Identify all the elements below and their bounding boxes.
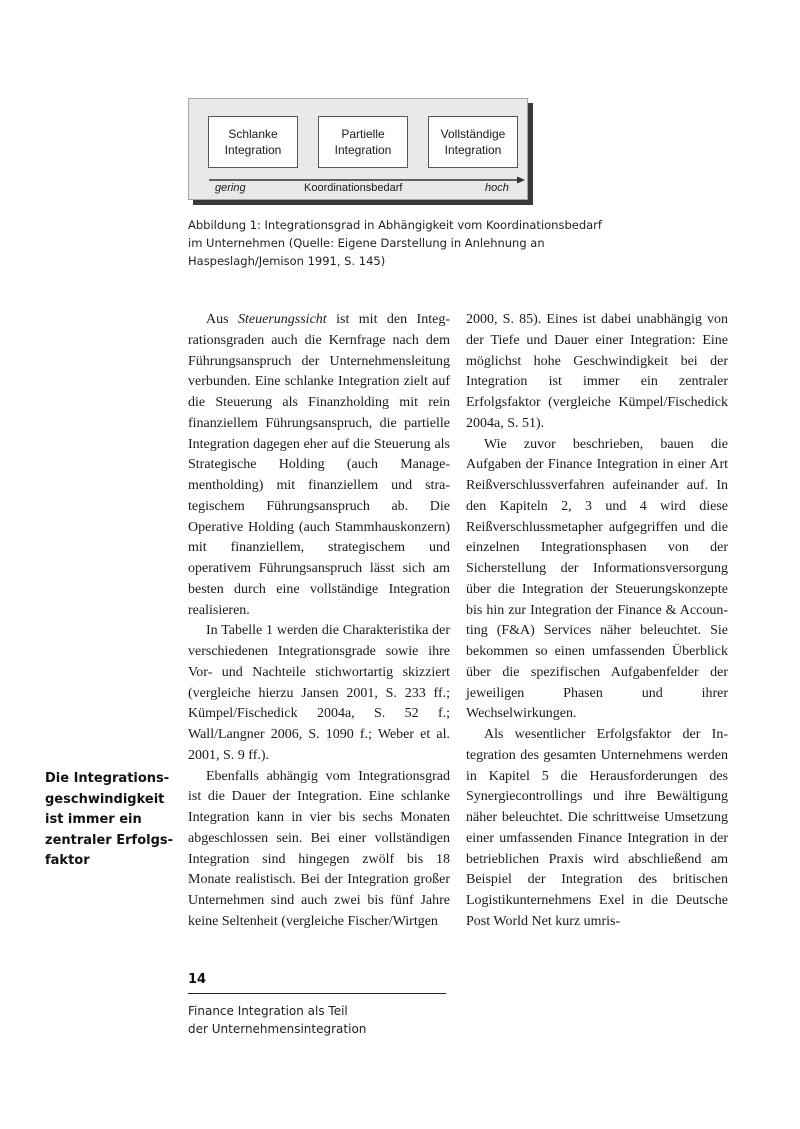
- margin-note-line: ist immer ein: [45, 812, 142, 827]
- running-footer-line: Finance Integration als Teil: [188, 1004, 348, 1018]
- integration-figure: [188, 98, 534, 206]
- axis-label-low: gering: [215, 182, 246, 194]
- caption-line: Abbildung 1: Integrationsgrad in Abhängigkeit vom Koordinationsbedarf: [188, 218, 602, 232]
- text-run: Aus: [206, 312, 239, 327]
- figure-frame: [188, 98, 528, 200]
- paragraph: Wie zuvor beschrieben, bauen die Aufgaben der Finance Integration in einer Art Reißverschlussverfahren aufeinander auf. In den Kapiteln 2, 3 und 4 wird diese Reißverschlussmetapher aufgegriffen und die einzelnen Integrationsphasen von der Sicherstellung der Informationsversorgung über die Integration der Steuerungskonzepte bis hin zur Integration der Finance & Accounting (F&A) Services näher beleuchtet. Sie bekommen so einen umfassenden Überblick über die spezifischen Aufgabenfelder der jeweiligen Phasen und ihrer Wechselwirkungen.: [466, 436, 728, 722]
- running-footer: [188, 1002, 366, 1038]
- box-line: Integration: [224, 143, 282, 157]
- box-vollstaendige-integration: [428, 116, 518, 168]
- box-partielle-integration: [318, 116, 408, 168]
- margin-note: [45, 769, 175, 872]
- running-footer-line: der Unternehmensintegration: [188, 1022, 367, 1036]
- box-line: Integration: [334, 143, 392, 157]
- paragraph: Ebenfalls abhängig vom Integrationsgrad ist die Dauer der Integration. Eine schlanke Integration kann in vier bis sechs Monaten abgeschlossen sein. Bei einer vollständigen Integration sind hingegen zwölf bis 18 Monate realistisch. Bei der Integration großer Unternehmen sind auch zwei bis fünf Jahre keine Seltenheit (vergleiche Fischer/Wirtgen: [188, 768, 450, 929]
- paragraph: 2000, S. 85). Eines ist dabei unabhängig von der Tiefe und Dauer einer Integration: Eine möglichst hohe Geschwindigkeit bei der Integration ist immer ein zentraler Erfolgsfaktor (vergleiche Kümpel/Fischedick 2004a, S. 51).: [466, 312, 728, 431]
- box-line: Vollständige: [440, 127, 506, 141]
- text-column-left: [188, 310, 450, 933]
- box-line: Schlanke: [228, 127, 278, 141]
- margin-note-line: geschwindigkeit: [45, 791, 165, 807]
- axis-title: Koordinationsbedarf: [304, 182, 403, 194]
- caption-line: Haspeslagh/Jemison 1991, S. 145): [188, 254, 386, 268]
- paragraph: In Tabelle 1 werden die Charakteristika der verschiedenen Integrationsgrade sowie ihre Vor- und Nachteile stichwortartig skizziert (vergleiche hierzu Jansen 2001, S. 233 ff.; Kümpel/Fischedick 2004a, S. 52 f.; Wall/Langner 2006, S. 1090 f.; Weber et al. 2001, S. 9 ff.).: [188, 623, 450, 763]
- box-schlanke-integration: [208, 116, 298, 168]
- emphasis: Steuerungssicht: [238, 312, 327, 327]
- figure-caption: [188, 216, 608, 270]
- caption-line: im Unternehmen (Quelle: Eigene Darstellung in Anlehnung an: [188, 236, 545, 250]
- paragraph: Als wesentlicher Erfolgsfaktor der Integration des gesamten Unternehmens werden in Kapitel 5 die Herausforderungen des Synergiecontrollings und ihre Bewältigung näher beleuchtet. Die schrittweise Umsetzung einer umfassenden Finance Integration in der betrieblichen Praxis wird abschließend am Beispiel der Integration des britischen Logistikunternehmens Exel in die Deutsche Post World Net kurz umris-: [466, 727, 728, 929]
- box-line: Integration: [444, 143, 502, 157]
- text-run: ist mit den Integrationsgraden auch die Kernfrage nach dem Führungsanspruch der Unternehmensleitung verbunden. Eine schlanke Integration zielt auf die Steuerung als Finanzholding mit rein finanziellem Führungsanspruch, die partielle Integration dagegen eher auf die Steuerung als Strategische Holding (auch Managementholding) mit finanziellem und strategischem Führungsanspruch ab. Die Operative Holding (auch Stammhauskonzern) mit finanziellem, strategischem und operativem Führungsanspruch lässt sich am besten durch eine vollständige Integration realisieren.: [188, 312, 450, 618]
- axis-label-high: hoch: [485, 182, 509, 194]
- margin-note-line: Die Integrations-: [45, 771, 170, 786]
- margin-note-line: faktor: [45, 853, 90, 868]
- paragraph: [188, 310, 450, 621]
- text-column-right: [466, 310, 728, 933]
- footer-divider: [188, 993, 446, 994]
- margin-note-line: zentraler Erfolgs-: [45, 832, 174, 848]
- box-line: Partielle: [341, 127, 385, 141]
- page-number: 14: [188, 972, 207, 987]
